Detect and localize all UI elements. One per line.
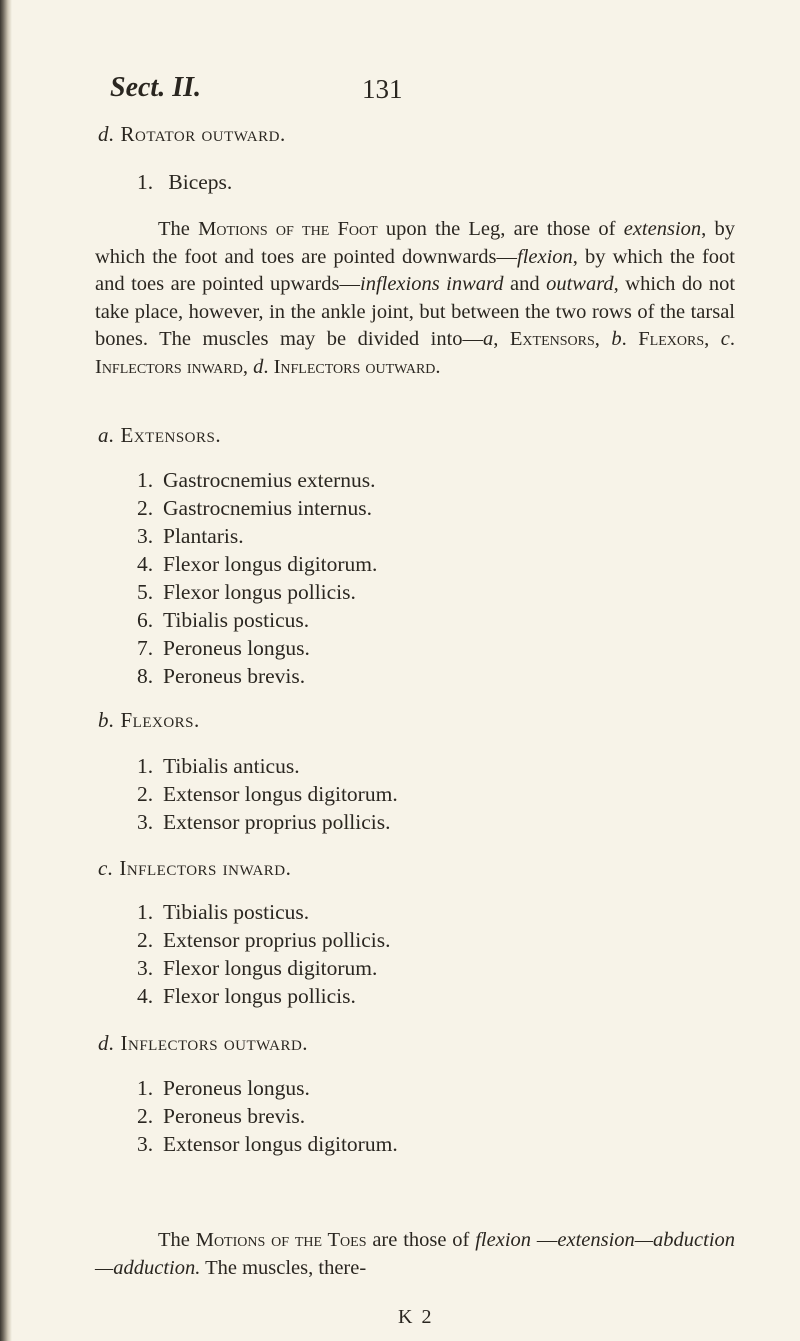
list-item: 4. Flexor longus pollicis. [137,984,356,1008]
inflectors-inward-heading [98,856,291,881]
list-item: 2. Extensor longus digitorum. [137,782,398,806]
list-item: 8. Peroneus brevis. [137,664,306,688]
section-letter: d. [98,1031,115,1055]
list-item: 2. Gastrocnemius internus. [137,496,372,520]
list-item [137,170,232,195]
list-item: 1. Tibialis anticus. [137,754,300,778]
inflectors-outward-heading [98,1031,308,1056]
list-item: 3. Flexor longus digitorum. [137,956,378,980]
list-item: 2. Extensor proprius pollicis. [137,928,391,952]
list-item: 1. Tibialis posticus. [137,900,310,924]
page-number: 131 [362,74,403,104]
signature-mark: K 2 [398,1306,434,1328]
list-item: 3. Extensor longus digitorum. [137,1132,398,1156]
list-item: 6. Tibialis posticus. [137,608,310,632]
page-binding-edge [0,0,12,1341]
section-title: Inflectors outward. [120,1031,309,1055]
list-item: 1. Gastrocnemius externus. [137,468,376,492]
section-title: Inflectors inward. [119,856,292,880]
motions-of-toes-paragraph: The Motions of the Toes are those of flexion —extension—abduction—adduction. The muscles, there- [95,1229,736,1279]
section-letter: c. [98,856,114,880]
section-title: Flexors. [120,708,200,732]
item-number: 1. [137,170,154,194]
item-name: Biceps. [168,170,233,194]
rotator-title: Rotator outward. [120,122,286,146]
list-item: 7. Peroneus longus. [137,636,310,660]
section-letter: a. [98,423,115,447]
list-item: 2. Peroneus brevis. [137,1104,306,1128]
rotator-letter: d. [98,122,115,146]
list-item: 4. Flexor longus digitorum. [137,552,378,576]
section-header: Sect. II. [110,72,201,103]
section-title: Extensors. [120,423,222,447]
list-item: 3. Extensor proprius pollicis. [137,810,391,834]
extensors-heading [98,423,221,448]
section-letter: b. [98,708,115,732]
list-item: 1. Peroneus longus. [137,1076,310,1100]
motions-of-foot-paragraph: The Motions of the Foot upon the Leg, are those of extension, by which the foot and toes are pointed downwards—flexion, by which the foot and toes are pointed upwards—inflexions inward and outward, which do not take place, however, in the ankle joint, but between the two rows of the tarsal bones. The muscles may be divided into—a, Extensors, b. Flexors, c. Inflectors inward, d. Inflectors outward. [95,218,736,378]
flexors-heading [98,708,200,733]
list-item: 5. Flexor longus pollicis. [137,580,356,604]
rotator-heading [98,122,286,147]
list-item: 3. Plantaris. [137,524,244,548]
